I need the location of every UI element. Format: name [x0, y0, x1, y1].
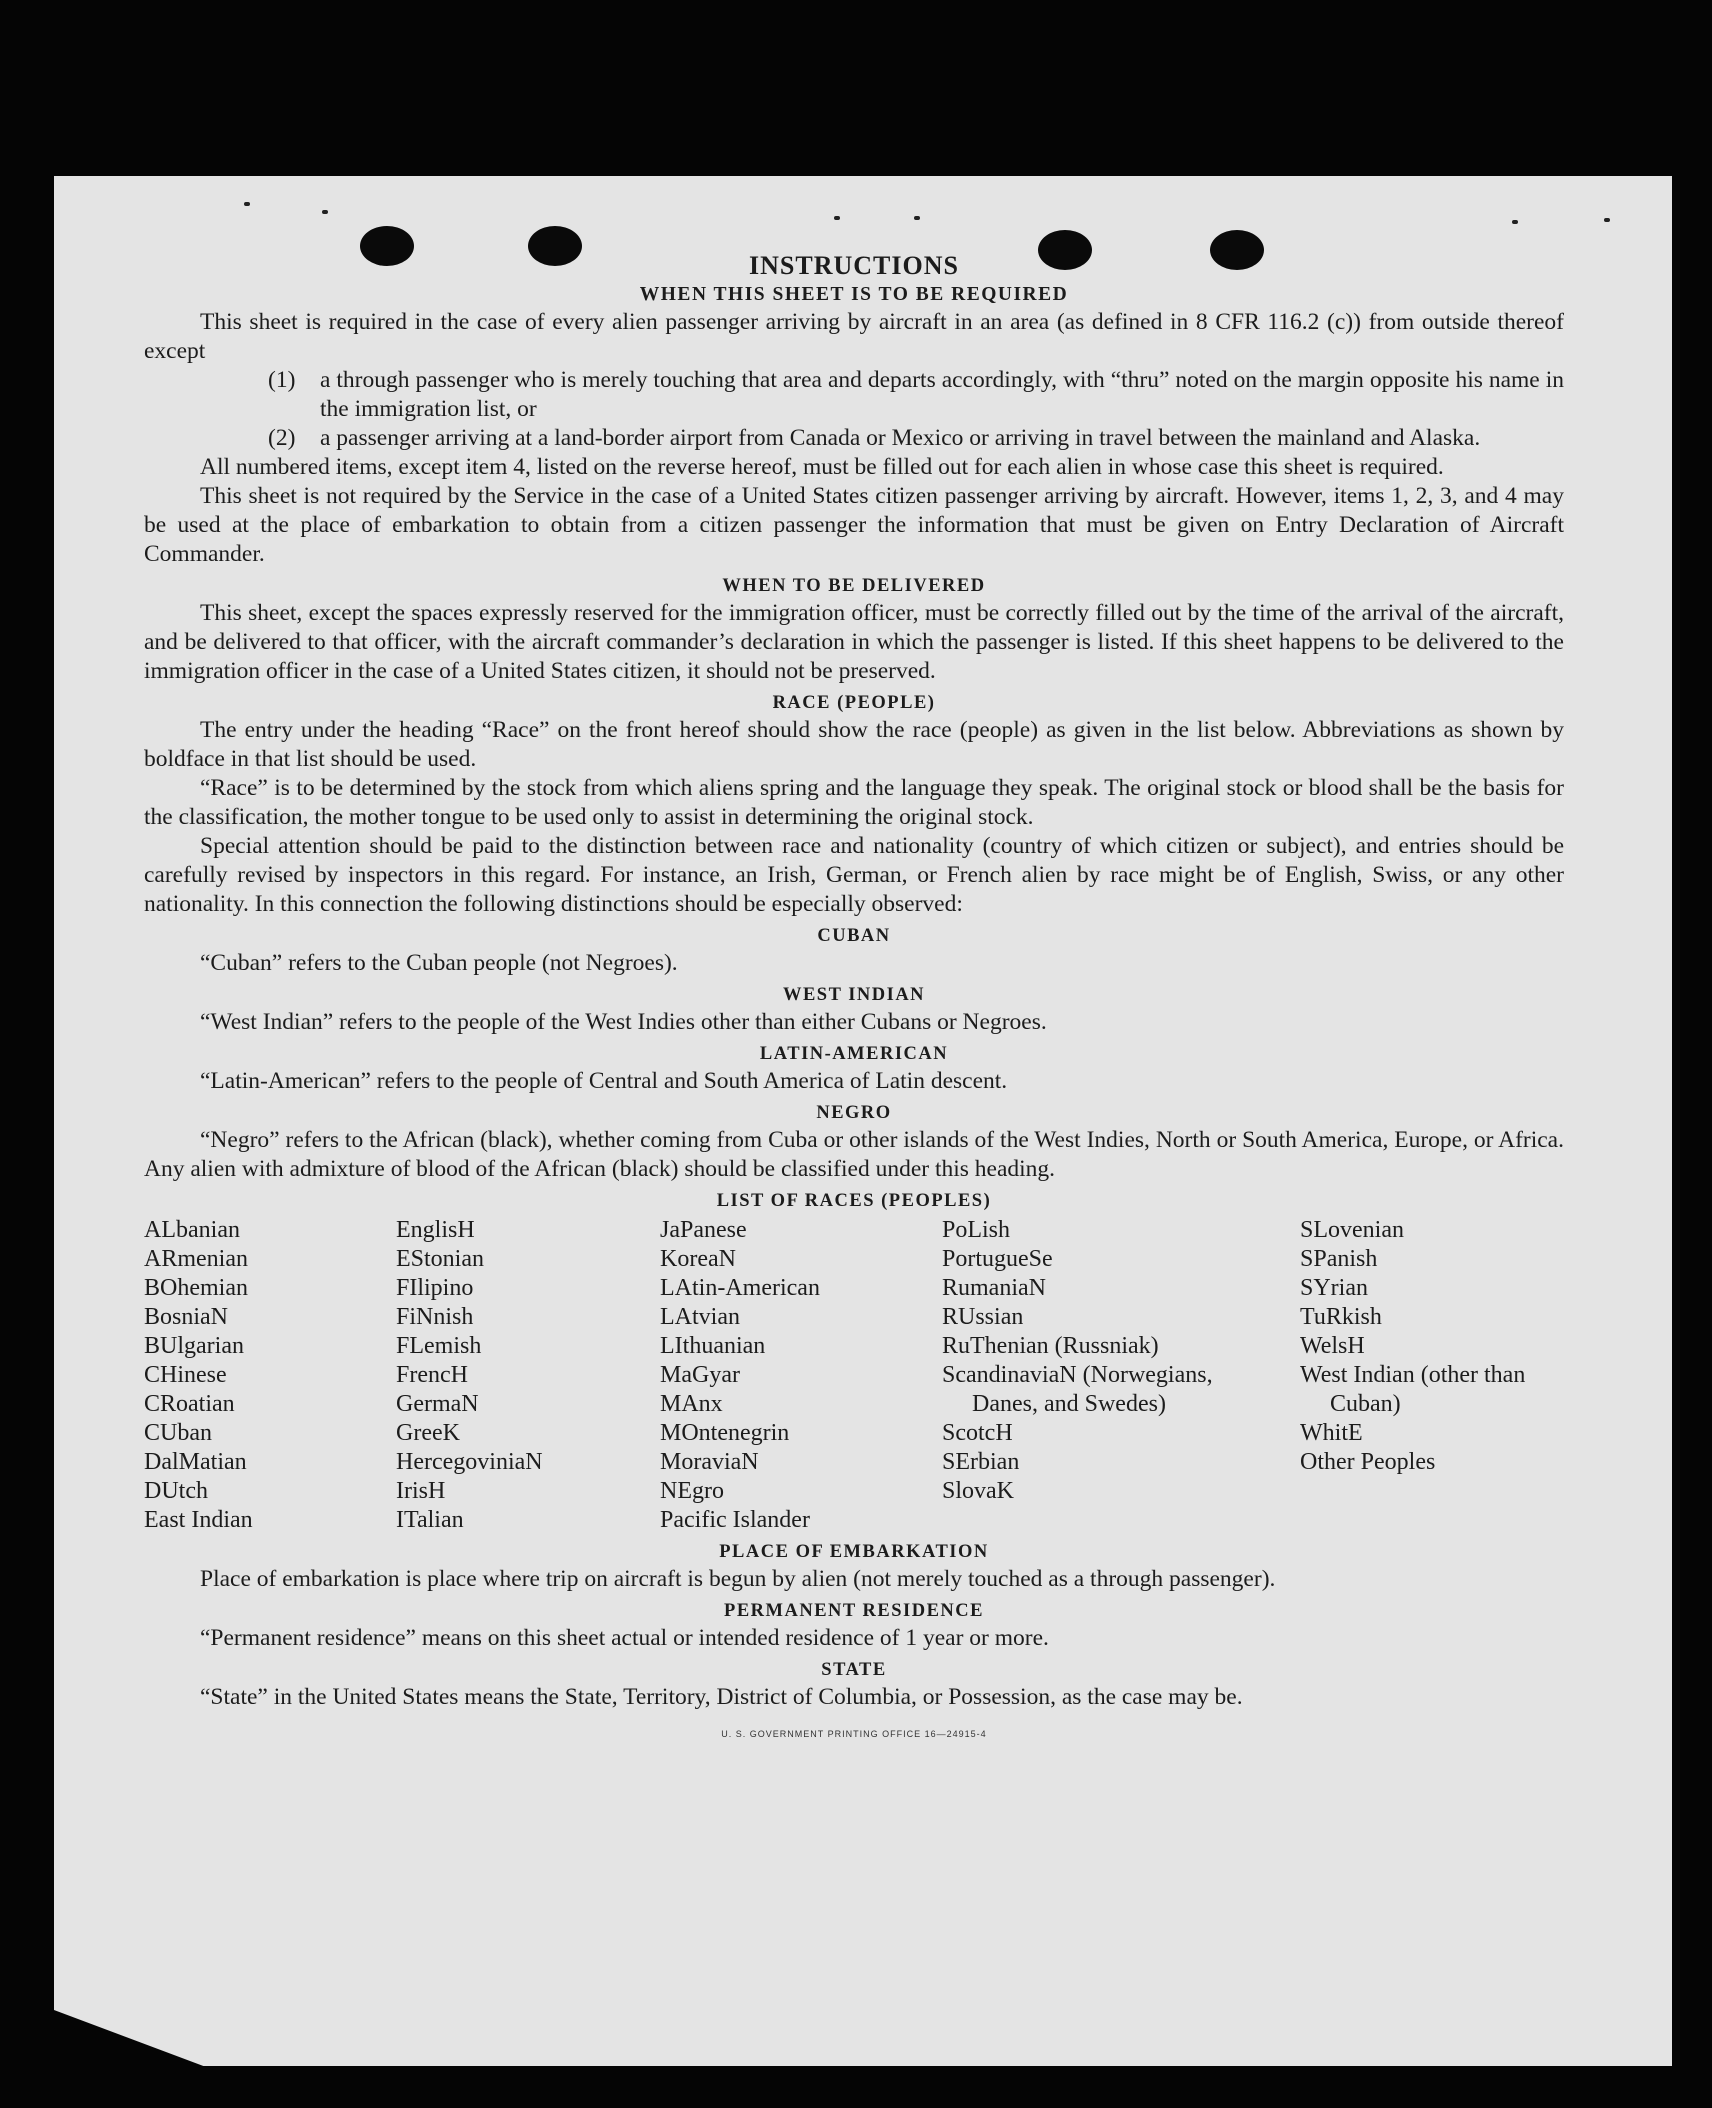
item-number: (1)	[268, 367, 296, 393]
races-column	[660, 1216, 942, 1535]
race-entry: ITalian	[396, 1507, 464, 1533]
instructions-title: INSTRUCTIONS	[749, 251, 959, 280]
race-entry: West Indian (other than Cuban)	[1300, 1362, 1526, 1417]
printing-office-footer: U. S. GOVERNMENT PRINTING OFFICE 16—24915-4	[721, 1729, 987, 1739]
race-entry: ALbanian	[144, 1217, 240, 1243]
when-delivered-heading: WHEN TO BE DELIVERED	[722, 576, 986, 596]
race-entry: LAtvian	[660, 1304, 740, 1330]
embarkation-text: Place of embarkation is place where trip on aircraft is begun by alien (not merely touched as a through passenger).	[200, 1566, 1276, 1592]
item-text: a passenger arriving at a land-border airport from Canada or Mexico or arriving in travel between the mainland and Alaska.	[320, 425, 1481, 451]
race-paragraph: The entry under the heading “Race” on the front hereof should show the race (people) as given in the list below. Abbreviations as shown by boldface in that list should be used.	[144, 717, 1564, 772]
race-entry: DUtch	[144, 1478, 208, 1504]
citizen-paragraph: This sheet is not required by the Service in the case of a United States citizen passenger arriving by aircraft. However, items 1, 2, 3, and 4 may be used at the place of embarkation to obtain from a citizen passenger the information that must be given on Entry Declaration of Aircraft Commander.	[144, 483, 1564, 567]
race-entry: NEgro	[660, 1478, 724, 1504]
race-entry: SLovenian	[1300, 1217, 1404, 1243]
state-text: “State” in the United States means the State, Territory, District of Columbia, or Possession, as the case may be.	[200, 1684, 1243, 1710]
item-text: a through passenger who is merely touching that area and departs accordingly, with “thru” noted on the margin opposite his name in the immigration list, or	[320, 367, 1564, 422]
race-heading: RACE (PEOPLE)	[772, 693, 936, 713]
races-column	[942, 1216, 1300, 1535]
race-entry: LIthuanian	[660, 1333, 766, 1359]
race-entry: Pacific Islander	[660, 1507, 810, 1533]
embarkation-heading: PLACE OF EMBARKATION	[719, 1542, 989, 1562]
race-entry: LAtin-American	[660, 1275, 820, 1301]
dust-speck	[834, 216, 840, 220]
race-entry: JaPanese	[660, 1217, 747, 1243]
numbered-items-paragraph: All numbered items, except item 4, listed on the reverse hereof, must be filled out for each alien in whose case this sheet is required.	[200, 454, 1444, 480]
document-sheet	[54, 176, 1672, 2066]
race-entry: SYrian	[1300, 1275, 1368, 1301]
dust-speck	[244, 202, 250, 206]
state-heading: STATE	[821, 1660, 887, 1680]
residence-heading: PERMANENT RESIDENCE	[724, 1601, 984, 1621]
race-entry: MAnx	[660, 1391, 723, 1417]
races-column	[396, 1216, 660, 1535]
dust-speck	[914, 216, 920, 220]
race-entry: BOhemian	[144, 1275, 248, 1301]
race-entry: CUban	[144, 1420, 212, 1446]
race-entry: FrencH	[396, 1362, 468, 1388]
race-entry: ARmenian	[144, 1246, 248, 1272]
latin-american-text: “Latin-American” refers to the people of Central and South America of Latin descent.	[200, 1068, 1008, 1094]
race-entry: SPanish	[1300, 1246, 1378, 1272]
residence-text: “Permanent residence” means on this sheet actual or intended residence of 1 year or more.	[200, 1625, 1049, 1651]
race-paragraph: Special attention should be paid to the distinction between race and nationality (country of which citizen or subject), and entries should be carefully revised by inspectors in this regard. For instance, an Irish, German, or French alien by race might be of English, Swiss, or any other nationality. In this connection the following distinctions should be especially observed:	[144, 833, 1564, 917]
race-entry: MOntenegrin	[660, 1420, 790, 1446]
race-entry: MaGyar	[660, 1362, 740, 1388]
list-of-races-heading: LIST OF RACES (PEOPLES)	[716, 1191, 992, 1211]
negro-text: “Negro” refers to the African (black), whether coming from Cuba or other islands of the West Indies, North or South America, Europe, or Africa. Any alien with admixture of blood of the African (black) should be classified under this heading.	[144, 1127, 1564, 1182]
race-entry: Other Peoples	[1300, 1449, 1436, 1475]
race-entry: MoraviaN	[660, 1449, 759, 1475]
race-entry: SErbian	[942, 1449, 1020, 1475]
races-column	[1300, 1216, 1560, 1535]
negro-heading: NEGRO	[816, 1103, 892, 1123]
race-entry: RUssian	[942, 1304, 1024, 1330]
race-entry: PortugueSe	[942, 1246, 1053, 1272]
west-indian-text: “West Indian” refers to the people of the West Indies other than either Cubans or Negroes.	[200, 1009, 1047, 1035]
race-entry: GermaN	[396, 1391, 479, 1417]
race-entry: WhitE	[1300, 1420, 1363, 1446]
races-column	[144, 1216, 396, 1535]
race-entry: HercegoviniaN	[396, 1449, 543, 1475]
race-entry: RumaniaN	[942, 1275, 1046, 1301]
race-entry: PoLish	[942, 1217, 1011, 1243]
cuban-heading: CUBAN	[817, 926, 891, 946]
when-delivered-text: This sheet, except the spaces expressly reserved for the immigration officer, must be correctly filled out by the time of the arrival of the aircraft, and be delivered to that officer, with the aircraft commander’s declaration in which the passenger is listed. If this sheet happens to be delivered to the immigration officer in the case of a United States citizen, it should not be preserved.	[144, 600, 1564, 684]
race-entry: BUlgarian	[144, 1333, 244, 1359]
race-entry: BosniaN	[144, 1304, 228, 1330]
race-entry: ScotcH	[942, 1420, 1013, 1446]
race-entry: IrisH	[396, 1478, 446, 1504]
race-paragraph: “Race” is to be determined by the stock from which aliens spring and the language they speak. The original stock or blood shall be the basis for the classification, the mother tongue to be used only to assist in determining the original stock.	[144, 775, 1564, 830]
race-entry: TuRkish	[1300, 1304, 1382, 1330]
race-entry: DalMatian	[144, 1449, 247, 1475]
when-required-intro: This sheet is required in the case of every alien passenger arriving by aircraft in an area (as defined in 8 CFR 116.2 (c)) from outside thereof except	[144, 309, 1564, 364]
race-entry: ScandinaviaN (Norwegians, Danes, and Swedes)	[942, 1362, 1213, 1417]
race-entry: EnglisH	[396, 1217, 475, 1243]
exception-item	[268, 424, 1564, 453]
dust-speck	[1512, 220, 1518, 224]
race-entry: RuThenian (Russniak)	[942, 1333, 1159, 1359]
race-entry: EStonian	[396, 1246, 484, 1272]
race-entry: KoreaN	[660, 1246, 736, 1272]
race-entry: FiNnish	[396, 1304, 474, 1330]
when-required-heading: WHEN THIS SHEET IS TO BE REQUIRED	[639, 284, 1069, 305]
race-entry: CRoatian	[144, 1391, 235, 1417]
cuban-text: “Cuban” refers to the Cuban people (not Negroes).	[200, 950, 678, 976]
race-entry: GreeK	[396, 1420, 460, 1446]
folded-corner	[54, 2010, 214, 2070]
item-number: (2)	[268, 425, 296, 451]
race-entry: FIlipino	[396, 1275, 474, 1301]
race-entry: WelsH	[1300, 1333, 1365, 1359]
dust-speck	[1604, 218, 1610, 222]
exception-item	[268, 366, 1564, 424]
race-entry: FLemish	[396, 1333, 482, 1359]
instructions-content	[144, 250, 1564, 1749]
latin-american-heading: LATIN-AMERICAN	[759, 1044, 949, 1064]
dust-speck	[322, 210, 328, 214]
west-indian-heading: WEST INDIAN	[782, 985, 926, 1005]
race-entry: CHinese	[144, 1362, 227, 1388]
race-entry: East Indian	[144, 1507, 253, 1533]
races-list	[144, 1216, 1564, 1535]
race-entry: SlovaK	[942, 1478, 1014, 1504]
